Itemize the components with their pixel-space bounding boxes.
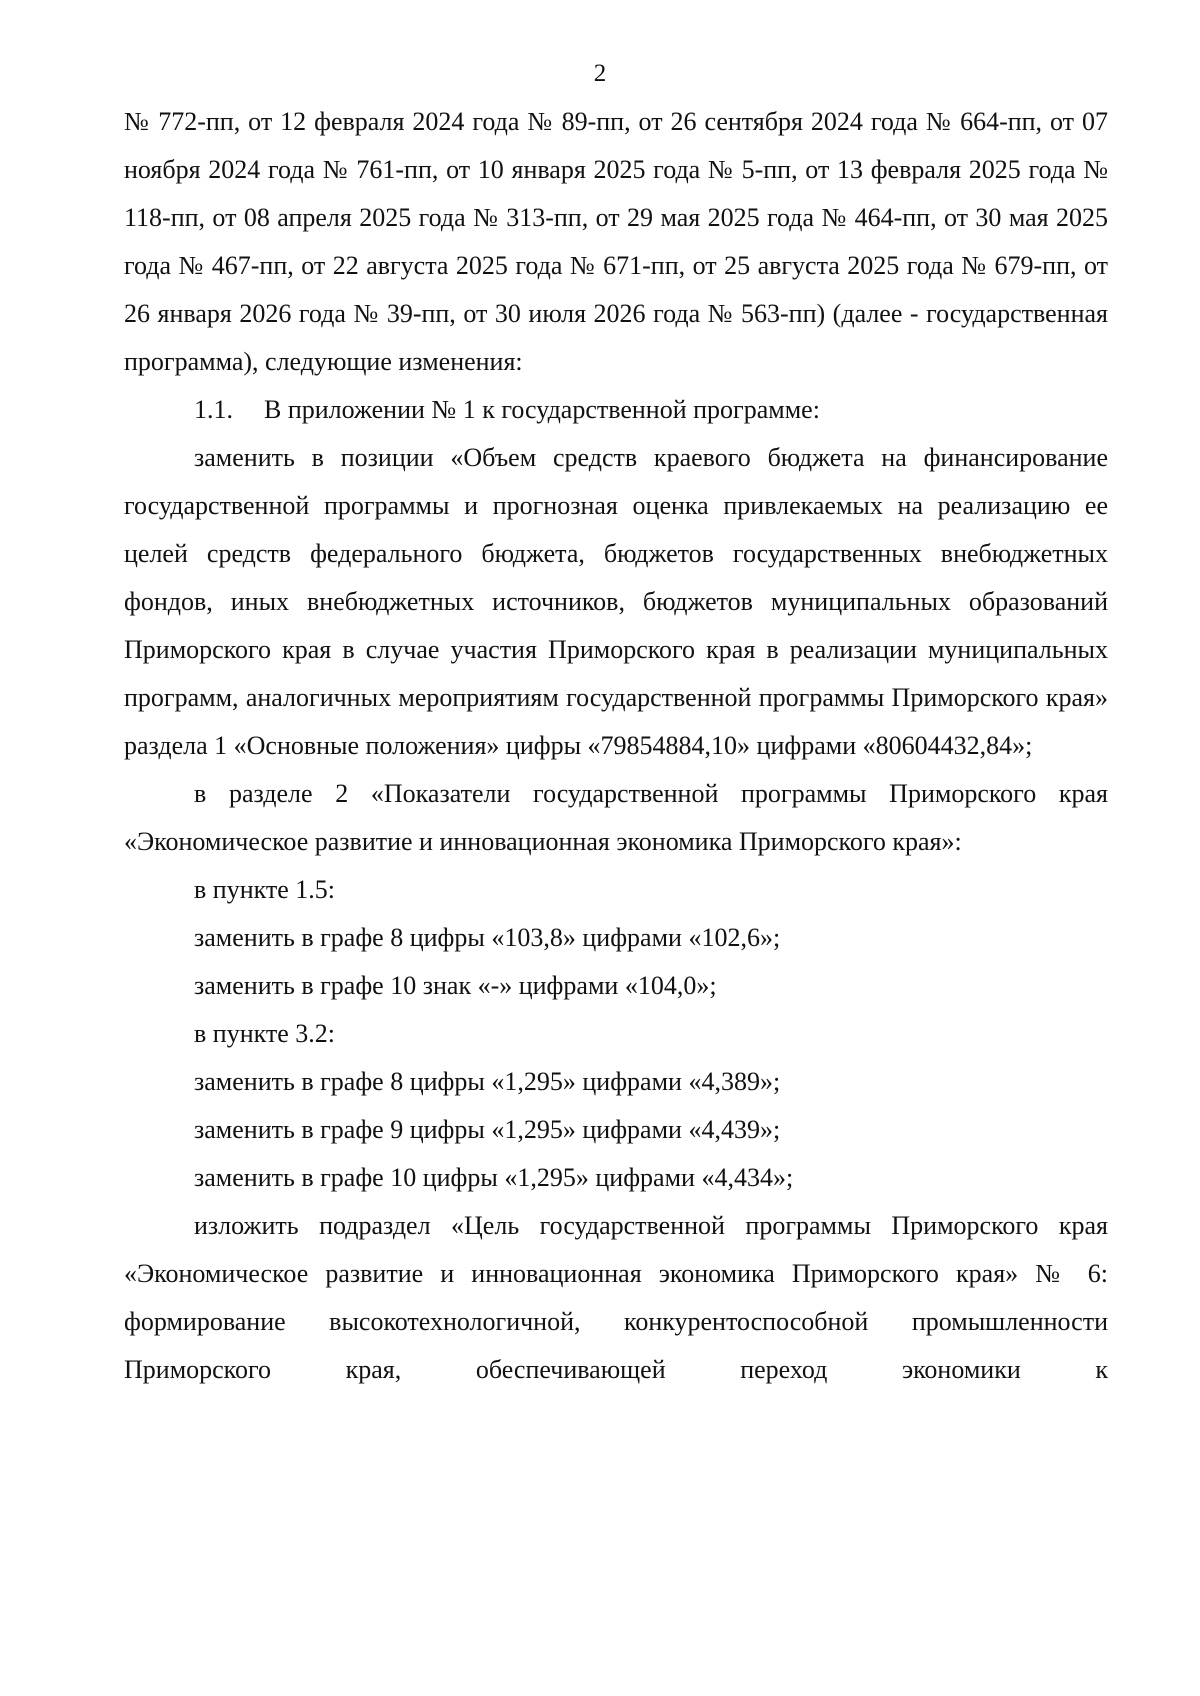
paragraph-column-8-change: заменить в графе 8 цифры «103,8» цифрами «102,6»;	[194, 923, 781, 952]
page-number: 2	[593, 60, 607, 87]
item-number: 1.1.	[194, 395, 233, 424]
paragraph-column-10-change: заменить в графе 10 знак «-» цифрами «104,0»;	[194, 971, 717, 1000]
paragraph-column-10-change-2: заменить в графе 10 цифры «1,295» цифрами «4,434»;	[194, 1163, 794, 1192]
item-text: В приложении № 1 к государственной программе:	[264, 395, 820, 424]
paragraph-section-2: в разделе 2 «Показатели государственной программы Приморского края «Экономическое развитие и инновационная экономика Приморского края»:	[124, 779, 1108, 856]
paragraph-column-9-change: заменить в графе 9 цифры «1,295» цифрами «4,439»;	[194, 1115, 781, 1144]
paragraph-amendments-list: № 772-пп, от 12 февраля 2024 года № 89-пп, от 26 сентября 2024 года № 664-пп, от 07 ноября 2024 года № 761-пп, от 10 января 2025 года № 5-пп, от 13 февраля 2025 года № 118-пп, от 08 апреля 2025 года № 313-пп, от 29 мая 2025 года № 464-пп, от 30 мая 2025 года № 467-пп, от 22 августа 2025 года № 671-пп, от 25 августа 2025 года № 679-пп, от 26 января 2026 года № 39-пп, от 30 июля 2026 года № 563-пп) (далее - государственная программа), следующие изменения:	[124, 107, 1108, 376]
paragraph-point-3-2: в пункте 3.2:	[194, 1019, 336, 1048]
paragraph-point-1-5: в пункте 1.5:	[194, 875, 336, 904]
document-body	[124, 98, 1108, 1394]
paragraph-item-1-1	[124, 386, 1108, 434]
paragraph-column-8-change-2: заменить в графе 8 цифры «1,295» цифрами «4,389»;	[194, 1067, 781, 1096]
paragraph-budget-replacement: заменить в позиции «Объем средств краевого бюджета на финансирование государственной программы и прогнозная оценка привлекаемых на реализацию ее целей средств федерального бюджета, бюджетов государственных внебюджетных фондов, иных внебюджетных источников, бюджетов муниципальных образований Приморского края в случае участия Приморского края в реализации муниципальных программ, аналогичных мероприятиям государственной программы Приморского края» раздела 1 «Основные положения» цифры «79854884,10» цифрами «80604432,84»;	[124, 443, 1108, 760]
paragraph-subsection-goal-6: изложить подраздел «Цель государственной программы Приморского края «Экономическое развитие и инновационная экономика Приморского края» № 6: формирование высокотехнологичной, конкурентоспособной промышленности Приморского края, обеспечивающей переход экономики к	[124, 1211, 1108, 1384]
